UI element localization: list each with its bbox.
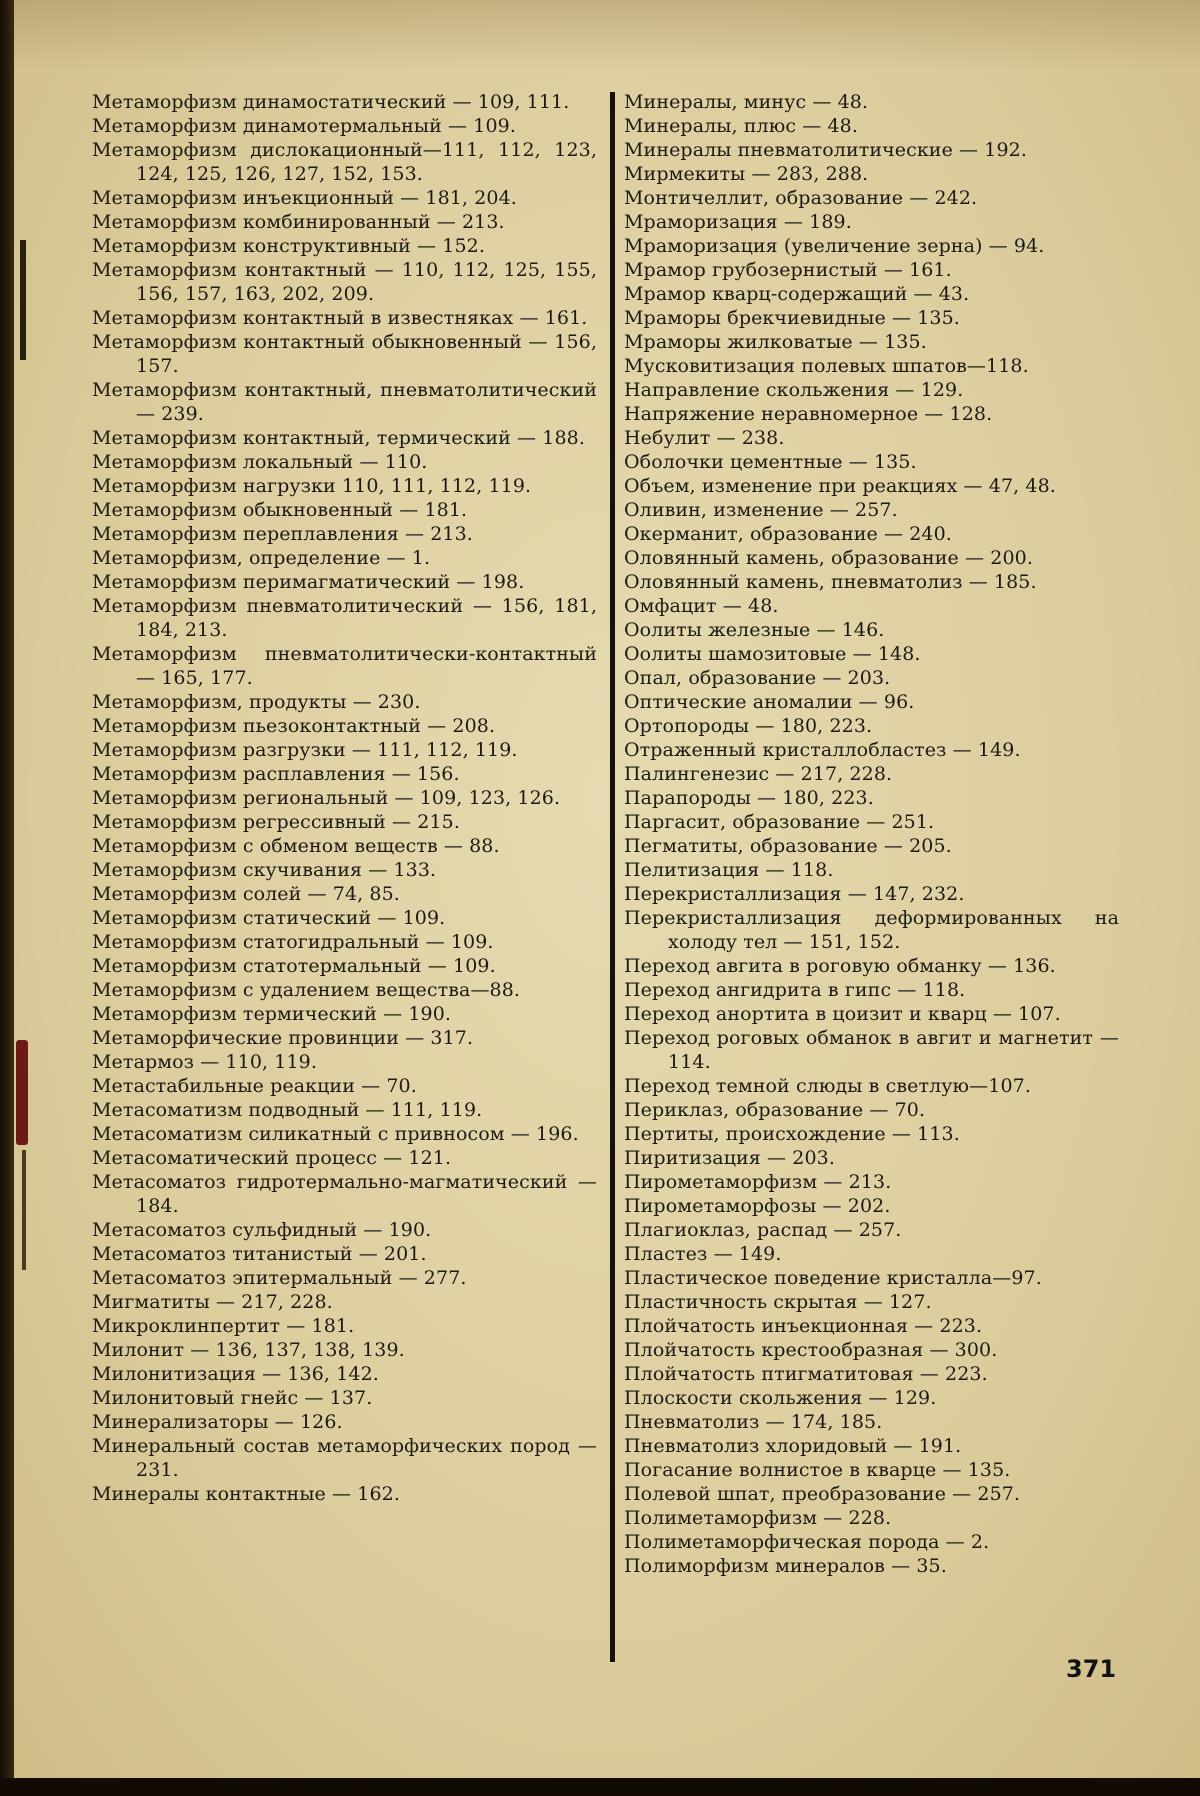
column-divider bbox=[610, 92, 615, 1662]
index-entry: Монтичеллит, образование — 242. bbox=[624, 187, 978, 209]
index-entry: Мирмекиты — 283, 288. bbox=[624, 163, 869, 185]
index-entry: Отраженный кристаллобластез — 149. bbox=[624, 739, 1021, 761]
index-entry: Мраморы брекчиевидные — 135. bbox=[624, 307, 960, 329]
index-entry: Опал, образование — 203. bbox=[624, 667, 891, 689]
index-entry: Метаморфические провинции — 317. bbox=[92, 1027, 474, 1049]
index-entry: Плойчатость птигматитовая — 223. bbox=[624, 1363, 988, 1385]
index-column-right bbox=[624, 90, 1119, 1578]
index-entry: Пневматолиз — 174, 185. bbox=[624, 1411, 883, 1433]
index-entry: Пертиты, происхождение — 113. bbox=[624, 1123, 960, 1145]
index-entry: Перекристаллизация деформированных на холоду тел — 151, 152. bbox=[624, 907, 1119, 953]
index-entry: Метаморфизм с обменом веществ — 88. bbox=[92, 835, 500, 857]
page-number: 371 bbox=[1066, 1655, 1117, 1683]
index-entry: Переход роговых обманок в авгит и магнетит — 114. bbox=[624, 1027, 1119, 1073]
index-entry: Метаморфизм обыкновенный — 181. bbox=[92, 499, 468, 521]
index-entry: Переход авгита в роговую обманку — 136. bbox=[624, 955, 1056, 977]
index-entry: Полиметаморфическая порода — 2. bbox=[624, 1531, 990, 1553]
index-entry: Ортопороды — 180, 223. bbox=[624, 715, 873, 737]
index-entry: Палингенезис — 217, 228. bbox=[624, 763, 893, 785]
index-entry: Пелитизация — 118. bbox=[624, 859, 834, 881]
index-entry: Полиметаморфизм — 228. bbox=[624, 1507, 892, 1529]
index-entry: Минеральный состав метаморфических пород — 231. bbox=[92, 1435, 597, 1481]
index-entry: Мраморизация (увеличение зерна) — 94. bbox=[624, 235, 1045, 257]
index-entry: Метаморфизм статотермальный — 109. bbox=[92, 955, 496, 977]
index-entry: Метасоматоз эпитермальный — 277. bbox=[92, 1267, 467, 1289]
index-entry: Объем, изменение при реакциях — 47, 48. bbox=[624, 475, 1056, 497]
index-entry: Плойчатость инъекционная — 223. bbox=[624, 1315, 983, 1337]
index-entry: Метаморфизм термический — 190. bbox=[92, 1003, 452, 1025]
index-entry: Перекристаллизация — 147, 232. bbox=[624, 883, 965, 905]
page-bottom-edge bbox=[0, 1778, 1200, 1796]
index-entry: Метаморфизм контактный, термический — 188. bbox=[92, 427, 585, 449]
index-entry: Минералы пневматолитические — 192. bbox=[624, 139, 1027, 161]
index-entry: Оливин, изменение — 257. bbox=[624, 499, 898, 521]
index-entry: Окерманит, образование — 240. bbox=[624, 523, 952, 545]
index-entry: Метаморфизм перимагматический — 198. bbox=[92, 571, 525, 593]
index-entry: Оловянный камень, образование — 200. bbox=[624, 547, 1033, 569]
index-entry: Метаморфизм контактный, пневматолитический — 239. bbox=[92, 379, 597, 425]
index-entry: Мраморизация — 189. bbox=[624, 211, 852, 233]
index-entry: Милонитовый гнейс — 137. bbox=[92, 1387, 373, 1409]
index-entry: Мрамор кварц-содержащий — 43. bbox=[624, 283, 970, 305]
index-entry: Метаморфизм переплавления — 213. bbox=[92, 523, 473, 545]
index-entry: Оловянный камень, пневматолиз — 185. bbox=[624, 571, 1037, 593]
index-entry: Погасание волнистое в кварце — 135. bbox=[624, 1459, 1011, 1481]
index-entry: Мрамор грубозернистый — 161. bbox=[624, 259, 952, 281]
index-entry: Метаморфизм солей — 74, 85. bbox=[92, 883, 400, 905]
index-entry: Метаморфизм, продукты — 230. bbox=[92, 691, 421, 713]
index-entry: Полевой шпат, преобразование — 257. bbox=[624, 1483, 1021, 1505]
index-entry: Метасоматизм силикатный с привносом — 196. bbox=[92, 1123, 579, 1145]
index-entry: Мусковитизация полевых шпатов—118. bbox=[624, 355, 1029, 377]
index-entry: Плоскости скольжения — 129. bbox=[624, 1387, 937, 1409]
index-entry: Пегматиты, образование — 205. bbox=[624, 835, 952, 857]
index-entry: Пирометаморфизм — 213. bbox=[624, 1171, 892, 1193]
index-entry: Метаморфизм региональный — 109, 123, 126. bbox=[92, 787, 561, 809]
index-entry: Метаморфизм контактный — 110, 112, 125, 155, 156, 157, 163, 202, 209. bbox=[92, 259, 597, 305]
index-entry: Метасоматизм подводный — 111, 119. bbox=[92, 1099, 483, 1121]
index-entry: Метаморфизм контактный обыкновенный — 156, 157. bbox=[92, 331, 597, 377]
margin-mark bbox=[22, 1150, 26, 1270]
index-entry: Метармоз — 110, 119. bbox=[92, 1051, 318, 1073]
book-page bbox=[14, 0, 1200, 1778]
index-entry: Метаморфизм комбинированный — 213. bbox=[92, 211, 505, 233]
margin-mark bbox=[20, 240, 26, 360]
index-entry: Метасоматоз сульфидный — 190. bbox=[92, 1219, 432, 1241]
index-entry: Минерализаторы — 126. bbox=[92, 1411, 343, 1433]
index-entry: Минералы контактные — 162. bbox=[92, 1483, 400, 1505]
index-entry: Мраморы жилковатые — 135. bbox=[624, 331, 927, 353]
index-entry: Метастабильные реакции — 70. bbox=[92, 1075, 417, 1097]
index-entry: Периклаз, образование — 70. bbox=[624, 1099, 926, 1121]
index-entry: Паргасит, образование — 251. bbox=[624, 811, 935, 833]
index-entry: Метаморфизм пневматолитический — 156, 181, 184, 213. bbox=[92, 595, 597, 641]
index-entry: Пластическое поведение кристалла—97. bbox=[624, 1267, 1042, 1289]
index-entry: Оболочки цементные — 135. bbox=[624, 451, 917, 473]
index-entry: Переход темной слюды в светлую—107. bbox=[624, 1075, 1031, 1097]
page-wear bbox=[14, 0, 1200, 70]
index-entry: Метаморфизм динамотермальный — 109. bbox=[92, 115, 516, 137]
index-entry: Метаморфизм разгрузки — 111, 112, 119. bbox=[92, 739, 518, 761]
index-entry: Метасоматоз титанистый — 201. bbox=[92, 1243, 427, 1265]
index-entry: Метаморфизм инъекционный — 181, 204. bbox=[92, 187, 517, 209]
index-entry: Метаморфизм статогидральный — 109. bbox=[92, 931, 494, 953]
index-entry: Пирометаморфозы — 202. bbox=[624, 1195, 891, 1217]
index-entry: Метаморфизм локальный — 110. bbox=[92, 451, 428, 473]
index-entry: Метаморфизм скучивания — 133. bbox=[92, 859, 437, 881]
index-entry: Милонит — 136, 137, 138, 139. bbox=[92, 1339, 405, 1361]
margin-stain bbox=[16, 1040, 28, 1145]
index-entry: Минералы, плюс — 48. bbox=[624, 115, 858, 137]
index-entry: Метаморфизм статический — 109. bbox=[92, 907, 446, 929]
index-entry: Метасоматоз гидротермально-магматический — 184. bbox=[92, 1171, 597, 1217]
index-entry: Напряжение неравномерное — 128. bbox=[624, 403, 993, 425]
index-entry: Метаморфизм нагрузки 110, 111, 112, 119. bbox=[92, 475, 532, 497]
index-entry: Метаморфизм контактный в известняках — 161. bbox=[92, 307, 588, 329]
index-entry: Оолиты шамозитовые — 148. bbox=[624, 643, 921, 665]
index-entry: Плагиоклаз, распад — 257. bbox=[624, 1219, 902, 1241]
index-entry: Микроклинпертит — 181. bbox=[92, 1315, 355, 1337]
index-entry: Метаморфизм регрессивный — 215. bbox=[92, 811, 460, 833]
index-entry: Омфацит — 48. bbox=[624, 595, 779, 617]
page-binding-edge bbox=[0, 0, 14, 1796]
index-entry: Переход ангидрита в гипс — 118. bbox=[624, 979, 966, 1001]
index-entry: Метаморфизм дислокационный—111, 112, 123, 124, 125, 126, 127, 152, 153. bbox=[92, 139, 597, 185]
index-entry: Метаморфизм пневматолитически-контактный — 165, 177. bbox=[92, 643, 597, 689]
index-entry: Полиморфизм минералов — 35. bbox=[624, 1555, 947, 1577]
index-entry: Направление скольжения — 129. bbox=[624, 379, 964, 401]
index-entry: Переход анортита в цоизит и кварц — 107. bbox=[624, 1003, 1061, 1025]
index-entry: Парапороды — 180, 223. bbox=[624, 787, 874, 809]
index-entry: Оптические аномалии — 96. bbox=[624, 691, 915, 713]
index-entry: Пластез — 149. bbox=[624, 1243, 782, 1265]
index-entry: Милонитизация — 136, 142. bbox=[92, 1363, 379, 1385]
index-entry: Метаморфизм расплавления — 156. bbox=[92, 763, 460, 785]
index-entry: Метаморфизм пьезоконтактный — 208. bbox=[92, 715, 496, 737]
index-entry: Небулит — 238. bbox=[624, 427, 785, 449]
index-entry: Пневматолиз хлоридовый — 191. bbox=[624, 1435, 962, 1457]
index-entry: Плойчатость крестообразная — 300. bbox=[624, 1339, 998, 1361]
index-entry: Метасоматический процесс — 121. bbox=[92, 1147, 452, 1169]
index-entry: Метаморфизм с удалением вещества—88. bbox=[92, 979, 521, 1001]
index-column-left bbox=[92, 90, 597, 1506]
index-entry: Минералы, минус — 48. bbox=[624, 91, 869, 113]
index-entry: Метаморфизм динамостатический — 109, 111. bbox=[92, 91, 570, 113]
index-entry: Метаморфизм, определение — 1. bbox=[92, 547, 431, 569]
index-entry: Метаморфизм конструктивный — 152. bbox=[92, 235, 485, 257]
index-entry: Пиритизация — 203. bbox=[624, 1147, 835, 1169]
index-entry: Пластичность скрытая — 127. bbox=[624, 1291, 932, 1313]
index-entry: Оолиты железные — 146. bbox=[624, 619, 885, 641]
index-entry: Мигматиты — 217, 228. bbox=[92, 1291, 333, 1313]
